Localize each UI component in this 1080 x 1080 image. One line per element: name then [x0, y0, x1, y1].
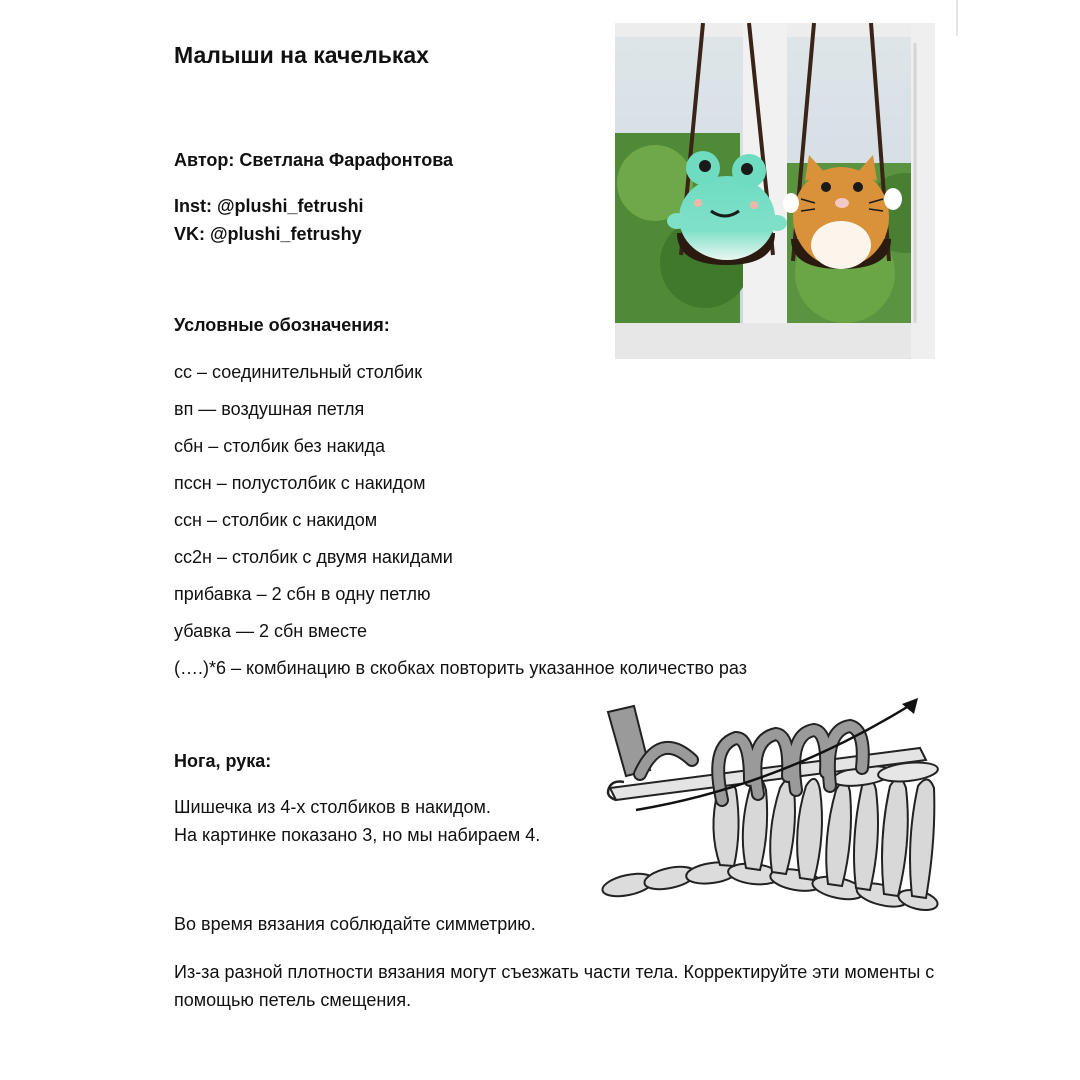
legend-item: сс2н – столбик с двумя накидами [174, 547, 453, 567]
author-line: Автор: Светлана Фарафонтова [174, 150, 454, 170]
legend-item: сс – соединительный столбик [174, 362, 423, 382]
toys-photo [615, 23, 935, 359]
section-text [174, 793, 540, 849]
legend-heading: Условные обозначения: [174, 315, 390, 335]
legend-item: прибавка – 2 сбн в одну петлю [174, 584, 431, 604]
legend-item: вп — воздушная петля [174, 399, 365, 419]
legend-item: пссн – полустолбик с накидом [174, 473, 426, 493]
symmetry-note: Во время вязания соблюдайте симметрию. [174, 914, 536, 934]
instagram-handle: Inst: @plushi_fetrushi [174, 196, 364, 216]
section-text-line: На картинке показано 3, но мы набираем 4. [174, 825, 541, 845]
section-heading-leg-arm: Нога, рука: [174, 751, 272, 771]
crochet-stitch-diagram [600, 690, 940, 922]
arrow-head-icon [902, 698, 918, 714]
page-edge-divider [956, 0, 958, 36]
section-text-line: Шишечка из 4-х столбиков в накидом. [174, 797, 491, 817]
density-note: Из-за разной плотности вязания могут съезжать части тела. Корректируйте эти моменты с помощью петель смещения. [174, 962, 935, 1010]
legend-item: ссн – столбик с накидом [174, 510, 378, 530]
abbreviation-legend [174, 359, 747, 692]
legend-item: убавка — 2 сбн вместе [174, 621, 368, 641]
page-title: Малыши на качельках [174, 42, 429, 68]
legend-item: сбн – столбик без накида [174, 436, 386, 456]
legend-item: (….)*6 – комбинацию в скобках повторить указанное количество раз [174, 658, 747, 678]
vk-handle: VK: @plushi_fetrushy [174, 224, 362, 244]
window-sill [615, 323, 935, 359]
